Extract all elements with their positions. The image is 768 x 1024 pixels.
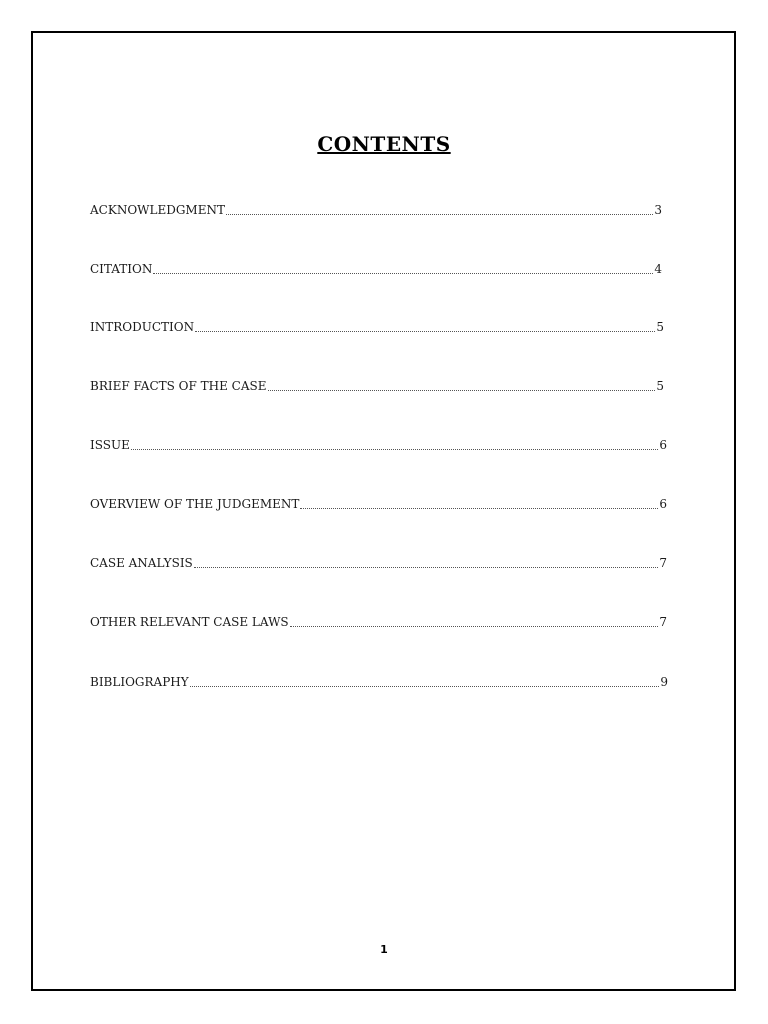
toc-entry-label: OVERVIEW OF THE JUDGEMENT xyxy=(90,497,300,511)
page-title: CONTENTS xyxy=(317,132,451,156)
toc-entry-page: 5 xyxy=(656,379,664,393)
toc-entry-page: 7 xyxy=(659,556,667,570)
dot-leader xyxy=(195,330,655,332)
toc-entry-overview-judgement[interactable] xyxy=(90,496,667,512)
toc-entry-label: ISSUE xyxy=(90,438,130,452)
toc-entry-issue[interactable] xyxy=(90,437,667,453)
toc-entry-page: 4 xyxy=(654,262,662,276)
dot-leader xyxy=(226,213,653,215)
toc-entry-label: CASE ANALYSIS xyxy=(90,556,193,570)
toc-entry-label: OTHER RELEVANT CASE LAWS xyxy=(90,615,289,629)
toc-entry-page: 6 xyxy=(659,497,667,511)
dot-leader xyxy=(194,566,659,568)
toc-entry-bibliography[interactable] xyxy=(90,674,668,690)
dot-leader xyxy=(153,272,653,274)
dot-leader xyxy=(190,685,660,687)
toc-entry-page: 3 xyxy=(654,203,662,217)
toc-entry-label: INTRODUCTION xyxy=(90,320,195,334)
toc-entry-other-relevant-case-laws[interactable] xyxy=(90,614,667,630)
toc-entry-case-analysis[interactable] xyxy=(90,555,667,571)
dot-leader xyxy=(300,507,658,509)
dot-leader xyxy=(131,448,659,450)
toc-entry-label: BRIEF FACTS OF THE CASE xyxy=(90,379,267,393)
toc-entry-citation[interactable] xyxy=(90,261,662,277)
toc-entry-introduction[interactable] xyxy=(90,319,664,335)
toc-entry-page: 6 xyxy=(659,438,667,452)
toc-entry-page: 9 xyxy=(660,675,668,689)
toc-entry-label: BIBLIOGRAPHY xyxy=(90,675,189,689)
dot-leader xyxy=(290,625,659,627)
toc-entry-label: ACKNOWLEDGMENT xyxy=(90,203,225,217)
page-number: 1 xyxy=(380,943,388,956)
dot-leader xyxy=(268,389,656,391)
toc-entry-acknowledgment[interactable] xyxy=(90,202,662,218)
toc-entry-page: 5 xyxy=(656,320,664,334)
toc-entry-brief-facts[interactable] xyxy=(90,378,664,394)
toc-entry-label: CITATION xyxy=(90,262,153,276)
toc-entry-page: 7 xyxy=(659,615,667,629)
